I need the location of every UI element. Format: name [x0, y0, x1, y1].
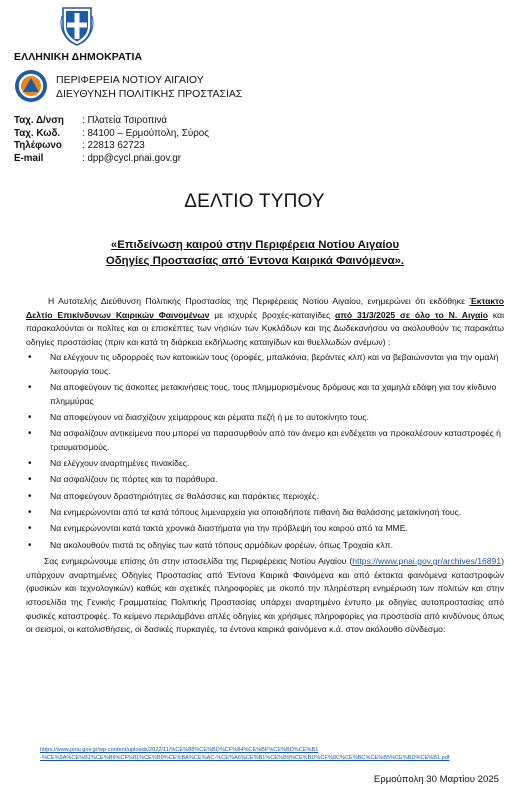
- greek-coat-of-arms-icon: [60, 6, 94, 46]
- list-item: • Να αποφεύγουν να διασχίζουν χείμαρρους και ρέματα πεζή ή με το αυτοκίνητο τους.: [26, 411, 504, 425]
- document-body: [26, 295, 504, 637]
- region-block: [56, 73, 242, 101]
- region-website-link[interactable]: https://www.pnai.gov.gr/archives/16891: [352, 555, 502, 566]
- contact-label: Ταχ. Δ/νση: [14, 115, 64, 126]
- contact-details: [14, 115, 209, 165]
- list-item: • Να ελέγχουν τις υδρορροές των κατοικιών τους (οροφές, μπαλκόνια, βεράντες κλπ) και να βεβαιώνονται για την ομαλή λειτουργία τους.: [26, 351, 504, 378]
- contact-label: Τηλέφωνο: [14, 140, 62, 151]
- contact-email[interactable]: : dpp@cycl.pnai.gov.gr: [82, 152, 182, 164]
- contact-label: E-mail: [14, 152, 44, 164]
- guide-pdf-link[interactable]: [40, 746, 500, 762]
- directorate-name: ΔΙΕΥΘΥΝΣΗ ΠΟΛΙΤΙΚΗΣ ΠΡΟΣΤΑΣΙΑΣ: [56, 88, 243, 100]
- url-line[interactable]: -%CE%9A%CE%B1%CE%B9%CF%81%CE%B9%CE%BA%CE%AC-%CE%A6%CE%B1%CE%B9%CE%BD%CF%8C%CE%BC%CE%B5%CE%BD%CE%B1.pdf: [40, 755, 450, 761]
- intro-text: με ισχυρές βροχές-καταιγίδες: [209, 309, 335, 320]
- region-name: ΠΕΡΙΦΕΡΕΙΑ ΝΟΤΙΟΥ ΑΙΓΑΙΟΥ: [56, 74, 204, 86]
- subtitle-line: «Επιδείνωση καιρού στην Περιφέρεια Νοτίου Αιγαίου: [110, 239, 400, 251]
- instructions-list: [26, 351, 504, 552]
- contact-value: : Πλατεία Τσιροπινά: [82, 115, 168, 126]
- url-line[interactable]: https://www.pnai.gov.gr/wp-content/uploads/2022/11/%CE%88%CE%BD%CF%84%CE%BF%CE%BD%CE%B1: [40, 747, 319, 753]
- list-item: • Να αποφεύγουν δραστηριότητες σε θαλάσσιες και παράκτιες περιοχές.: [26, 490, 504, 504]
- closing-text: ) υπάρχουν αναρτημένες Οδηγίες Προστασίας από Έντονα Καιρικά Φαινόμενα και από έκτακτα φαινόμενα καταστροφών (φυσικών και τεχνολογικών) καθώς και σχετικές πληροφορίες με σκοπό την πληρέστερη ενημέρωση των πολιτών και στην ιστοσελίδα της Γενικής Γραμματείας Πολιτικής Προστασίας υπάρχει αναρτημένο έντυπο με οδηγίες αυτοπροστασίας από φυσικές καταστροφές. Το κείμενο περιλαμβάνει απλές οδηγίες και χρήσιμες πληροφορίες για προστασία από κινδύνους όπως οι σεισμοί, οι κατολισθήσεις, οι δασικές πυρκαγιές, τα έντονα καιρικά φαινόμενα κ.ά. στον ακόλουθο σύνδεσμο:: [26, 555, 504, 635]
- document-subtitle: [30, 237, 480, 269]
- contact-row-email: [14, 153, 209, 166]
- list-item: • Να ακολουθούν πιστά τις οδηγίες των κατά τόπους αρμόδιων φορέων, όπως Τροχαία κλπ.: [26, 539, 504, 553]
- list-item: • Να ασφαλίζουν τις πόρτες και τα παράθυρα.: [26, 473, 504, 487]
- list-item: • Να ασφαλίζουν αντικείμενα που μπορεί να παρασυρθούν από τον άνεμο και ενδέχεται να προκαλέσουν καταστροφές ή τραυματισμούς.: [26, 427, 504, 454]
- contact-row-phone: [14, 140, 209, 153]
- list-item: • Να αποφεύγουν τις άσκοπες μετακινήσεις τους, τους πλημμυρισμένους δρόμους και τα χαμηλά εδάφη για τον κίνδυνο πλημμύρας: [26, 381, 504, 408]
- intro-text: Η Αυτοτελής Διεύθυνση Πολιτικής Προστασίας της Περιφέρειας Νοτίου Αιγαίου, ενημερώνει ότι εκδόθηκε: [48, 296, 470, 306]
- intro-text: και παρακαλούνται οι πολίτες και οι επισκέπτες των νησιών των Κυκλάδων και της Δωδεκανήσου να ακολουθούν τις παρακάτω οδηγίες προστασίας (πριν και κατά τη διάρκεια εκδήλωσης καταιγίδων και θυελλωδών ανέμων) :: [26, 309, 504, 348]
- civil-protection-logo-icon: [14, 69, 48, 103]
- warning-period: από 31/3/2025 σε όλο το Ν. Αιγαίο: [334, 309, 489, 320]
- subtitle-line: Οδηγίες Προστασίας από Έντονα Καιρικά Φαινόμενα».: [105, 255, 405, 267]
- closing-text: Σας ενημερώνουμε επίσης ότι στην ιστοσελίδα της Περιφέρειας Νοτίου Αιγαίου (: [44, 555, 353, 566]
- republic-heading: ΕΛΛΗΝΙΚΗ ΔΗΜΟΚΡΑΤΙΑ: [14, 51, 143, 63]
- place-and-date: Ερμούπολη 30 Μαρτίου 2025: [373, 774, 499, 785]
- contact-row-postcode: [14, 128, 209, 141]
- list-item: • Να ελέγχουν αναρτημένες πινακίδες.: [26, 457, 504, 471]
- list-item: • Να ενημερώνονται από τα κατά τόπους λιμεναρχεία για οποιαδήποτε πιθανή δια θαλάσσης μετακίνησή τους.: [26, 506, 504, 520]
- contact-row-address: [14, 115, 209, 128]
- closing-paragraph: [26, 555, 504, 637]
- contact-label: Ταχ. Κωδ.: [14, 127, 61, 139]
- contact-value: : 84100 – Ερμούπολη, Σύρος: [82, 127, 209, 139]
- list-item: • Να ενημερώνονται κατά τακτά χρονικά διαστήματα για την πρόβλεψη του καιρού από τα ΜΜΕ.: [26, 522, 504, 536]
- document-title: ΔΕΛΤΙΟ ΤΥΠΟΥ: [184, 191, 325, 212]
- bulletin-name: Έκτακτο Δελτίο Επικίνδυνων Καιρικών Φαινομένων: [26, 296, 504, 320]
- contact-value: : 22813 62723: [82, 140, 145, 151]
- intro-paragraph: [26, 295, 504, 350]
